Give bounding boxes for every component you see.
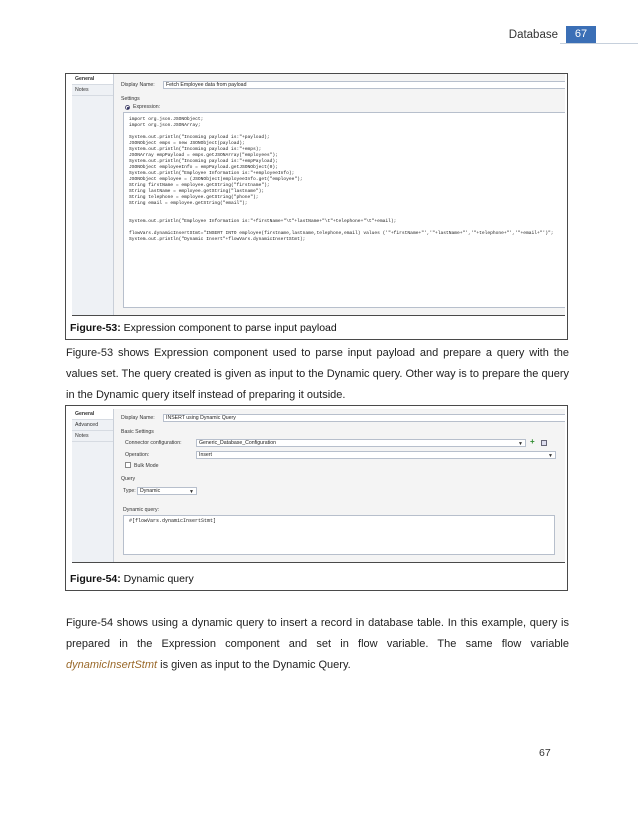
code-line: String firstName = employee.getString("firstname"); bbox=[129, 183, 270, 188]
flow-variable-name: dynamicInsertStmt bbox=[66, 659, 158, 671]
edit-icon[interactable] bbox=[541, 440, 547, 446]
settings-label: Settings bbox=[121, 96, 140, 102]
dynamic-query-editor[interactable] bbox=[123, 515, 555, 555]
dynamic-query-text: #[flowVars.dynamicInsertStmt] bbox=[129, 518, 217, 524]
chevron-down-icon: ▼ bbox=[548, 453, 553, 459]
code-line: import org.json.JSONObject; bbox=[129, 117, 204, 122]
properties-tabs bbox=[72, 409, 114, 562]
tab-general[interactable]: General bbox=[72, 409, 113, 420]
connector-configuration-label: Connector configuration: bbox=[125, 440, 182, 446]
type-label: Type: bbox=[123, 488, 136, 494]
code-line: System.out.println("Incoming payload is:"+empPayload); bbox=[129, 159, 278, 164]
code-line: JSONArray empPayload = emps.getJSONArray("employees"); bbox=[129, 153, 278, 158]
display-name-input[interactable]: INSERT using Dynamic Query bbox=[163, 414, 565, 422]
bulk-mode-label: Bulk Mode bbox=[134, 463, 159, 469]
code-line: String lastName = employee.getString("lastname"); bbox=[129, 189, 265, 194]
expression-label: Expression: bbox=[133, 104, 161, 110]
database-screenshot bbox=[72, 409, 565, 563]
add-icon[interactable]: + bbox=[530, 437, 535, 446]
expression-screenshot bbox=[72, 74, 565, 316]
code-line: System.out.println("Dynamic Insert"+flowVars.dynamicInsertStmt); bbox=[129, 237, 306, 242]
code-line: String email = employee.getString("email"); bbox=[129, 201, 248, 206]
display-name-label: Display Name: bbox=[121, 415, 155, 421]
operation-select[interactable]: Insert ▼ bbox=[196, 451, 556, 459]
code-line: System.out.println("Incoming payload is:"+payload); bbox=[129, 135, 270, 140]
tab-notes[interactable]: Notes bbox=[72, 85, 113, 96]
expression-code-editor[interactable] bbox=[123, 112, 565, 308]
bulk-mode-checkbox[interactable] bbox=[125, 462, 131, 468]
operation-label: Operation: bbox=[125, 452, 150, 458]
figure-53 bbox=[65, 73, 568, 340]
code-line: flowVars.dynamicInsertStmt="INSERT INTO employee(firstname,lastname,telephone,email) values ('"+firstName+"','"+lastName+"','"+telephone+"','"+email+"')"; bbox=[129, 231, 554, 236]
figure-53-caption: Figure-53: Expression component to parse input payload bbox=[70, 322, 337, 334]
basic-settings-label: Basic Settings bbox=[121, 429, 154, 435]
paragraph-1: Figure-53 shows Expression component used to parse input payload and prepare a query with the values set. The query created is given as input to the Dynamic query. Other way is to prepare the query in the Dynamic query itself instead of preparing it outside. bbox=[66, 347, 569, 401]
tab-advanced[interactable]: Advanced bbox=[72, 420, 113, 431]
code-line: JSONObject employee = (JSONObject)employeeInfo.get("employee"); bbox=[129, 177, 303, 182]
database-properties bbox=[117, 409, 565, 562]
display-name-input[interactable]: Fetch Employee data from payload bbox=[163, 81, 565, 89]
chevron-down-icon: ▼ bbox=[518, 441, 523, 447]
header-rule bbox=[560, 43, 638, 44]
figure-54 bbox=[65, 405, 568, 591]
connector-configuration-select[interactable]: Generic_Database_Configuration ▼ bbox=[196, 439, 526, 447]
code-line: String telephone = employee.getString("phone"); bbox=[129, 195, 259, 200]
figure-54-caption: Figure-54: Dynamic query bbox=[70, 573, 194, 585]
chevron-down-icon: ▼ bbox=[189, 489, 194, 495]
paragraph-2: Figure-54 shows using a dynamic query to insert a record in database table. In this example, query is prepared in the Expression component and set in flow variable. The same flow variable dynamicInsertStmt is given as input to the Dynamic Query. bbox=[66, 617, 569, 671]
query-section-label: Query bbox=[121, 476, 136, 482]
code-line: System.out.println("Employee Information is:"+employeeInfo); bbox=[129, 171, 295, 176]
tab-notes[interactable]: Notes bbox=[72, 431, 113, 442]
running-header-title: Database bbox=[508, 29, 558, 41]
code-line: import org.json.JSONArray; bbox=[129, 123, 201, 128]
tab-general[interactable]: General bbox=[72, 74, 113, 85]
expression-properties bbox=[117, 74, 565, 315]
code-line: System.out.println("Employee Information is:"+firstName+"\t"+lastName+"\t"+telephone+"\t"+email); bbox=[129, 219, 397, 224]
expression-radio[interactable] bbox=[125, 105, 130, 110]
properties-tabs bbox=[72, 74, 114, 315]
display-name-label: Display Name: bbox=[121, 82, 155, 88]
dynamic-query-label: Dynamic query: bbox=[123, 507, 160, 513]
footer-page-number: 67 bbox=[539, 747, 551, 759]
query-type-select[interactable]: Dynamic ▼ bbox=[137, 487, 197, 495]
header-page-number: 67 bbox=[566, 26, 596, 43]
code-line: JSONObject employeeInfo = empPayload.getJSONObject(0); bbox=[129, 165, 278, 170]
code-line: System.out.println("Incoming payload is:"+emps); bbox=[129, 147, 262, 152]
code-line: JSONObject emps = new JSONObject(payload); bbox=[129, 141, 245, 146]
